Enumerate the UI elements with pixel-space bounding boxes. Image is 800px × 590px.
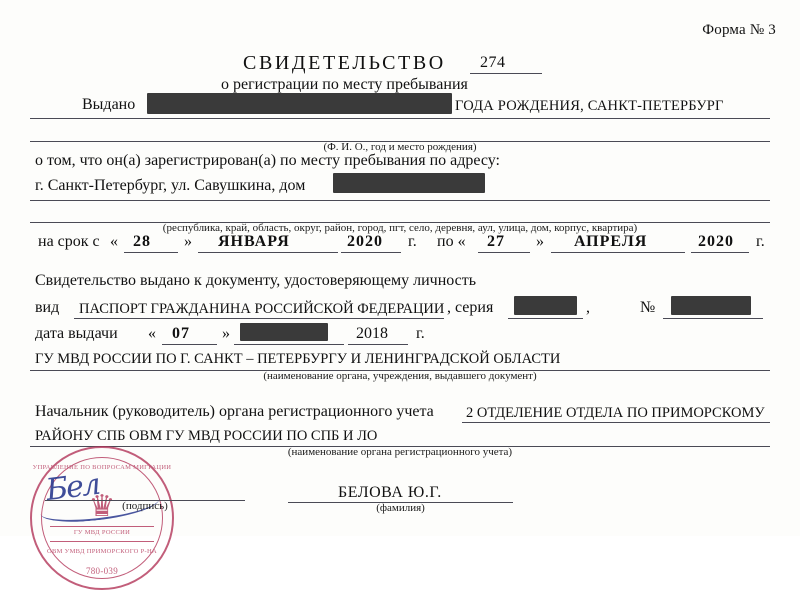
term-g-from: г. xyxy=(408,233,417,250)
certificate-number-rule xyxy=(470,73,542,74)
page-title: СВИДЕТЕЛЬСТВО xyxy=(243,52,446,74)
term-month-to: АПРЕЛЯ xyxy=(574,233,648,250)
term-day-from-rule xyxy=(124,252,178,253)
term-month-from: ЯНВАРЯ xyxy=(218,233,290,250)
doc-date-day-rule xyxy=(162,344,217,345)
issued-to-rule xyxy=(30,118,770,119)
certificate-number: 274 xyxy=(480,54,506,71)
doc-authority: ГУ МВД РОССИИ ПО Г. САНКТ – ПЕТЕРБУРГУ И ЛЕНИНГРАДСКОЙ ОБЛАСТИ xyxy=(35,351,561,367)
doc-vid-rule xyxy=(74,318,444,319)
issued-to-suffix: ГОДА РОЖДЕНИЯ, САНКТ-ПЕТЕРБУРГ xyxy=(455,98,724,114)
term-day-from: 28 xyxy=(133,233,151,250)
eagle-emblem-icon: ♛ xyxy=(88,490,116,523)
stamp-top-text: УПРАВЛЕНИЕ ПО ВОПРОСАМ МИГРАЦИИ xyxy=(32,464,172,471)
signer-surname: БЕЛОВА Ю.Г. xyxy=(338,484,442,501)
form-number: Форма № 3 xyxy=(702,22,776,38)
term-g-to: г. xyxy=(756,233,765,250)
doc-seriya-rule xyxy=(508,318,583,319)
term-year-to-rule xyxy=(691,252,749,253)
term-day-to-rule xyxy=(478,252,530,253)
registered-statement: о том, что он(а) зарегистрирован(а) по месту пребывания по адресу: xyxy=(35,152,500,169)
hint-address: (республика, край, область, округ, район, город, пгт, село, деревня, аул, улица, дом, корпус, квартира) xyxy=(162,222,638,234)
term-day-to: 27 xyxy=(487,233,505,250)
redaction-number xyxy=(671,296,751,315)
redaction-date-month xyxy=(240,323,328,341)
issued-to-label: Выдано xyxy=(82,96,136,113)
hint-authority: (наименование органа, учреждения, выдавшего документ) xyxy=(263,370,537,382)
doc-date-day: 07 xyxy=(172,325,190,342)
redaction-address xyxy=(333,173,485,193)
doc-seriya-label: , серия xyxy=(447,299,494,316)
term-quote-close: » xyxy=(184,233,192,250)
term-prefix: на срок с xyxy=(38,233,100,250)
hint-head: (наименование органа регистрационного учета) xyxy=(287,446,513,458)
doc-date-label: дата выдачи xyxy=(35,325,118,342)
term-month-from-rule xyxy=(198,252,338,253)
doc-date-month-rule xyxy=(234,344,344,345)
doc-intro: Свидетельство выдано к документу, удостоверяющему личность xyxy=(35,272,477,289)
doc-date-year: 2018 xyxy=(356,325,388,342)
doc-date-year-rule xyxy=(348,344,408,345)
doc-vid-value: ПАСПОРТ ГРАЖДАНИНА РОССИЙСКОЙ ФЕДЕРАЦИИ xyxy=(79,301,445,317)
doc-date-quote-close: » xyxy=(222,325,230,342)
redaction-name xyxy=(147,93,452,114)
term-year-from: 2020 xyxy=(347,233,383,250)
head-value-line-1: 2 ОТДЕЛЕНИЕ ОТДЕЛА ПО ПРИМОРСКОМУ xyxy=(466,405,765,421)
page-subtitle: о регистрации по месту пребывания xyxy=(221,76,468,93)
stamp-bottom-text: ОВМ УМВД ПРИМОРСКОГО Р-НА xyxy=(47,548,157,555)
stamp-mid-text: ГУ МВД РОССИИ xyxy=(73,529,131,536)
doc-date-quote-open: « xyxy=(148,325,156,342)
doc-seriya-comma: , xyxy=(586,299,590,316)
head-value-line-2: РАЙОНУ СПБ ОВМ ГУ МВД РОССИИ ПО СПБ И ЛО xyxy=(35,428,378,444)
doc-vid-label: вид xyxy=(35,299,60,316)
term-po: по « xyxy=(437,233,466,250)
head-rule-1 xyxy=(462,422,770,423)
term-month-to-rule xyxy=(551,252,685,253)
stamp-code-text: 780-039 xyxy=(85,566,119,576)
hint-signature: (подпись) xyxy=(122,500,168,512)
hint-fio: (Ф. И. О., год и место рождения) xyxy=(323,141,477,153)
term-year-to: 2020 xyxy=(698,233,734,250)
head-label: Начальник (руководитель) органа регистрационного учета xyxy=(35,403,434,420)
term-quote-close-2: » xyxy=(536,233,544,250)
doc-number-label: № xyxy=(640,299,656,316)
doc-date-g: г. xyxy=(416,325,425,342)
term-quote-open: « xyxy=(110,233,118,250)
redaction-seriya xyxy=(514,296,577,315)
address-rule xyxy=(30,200,770,201)
term-year-from-rule xyxy=(341,252,401,253)
hint-surname: (фамилия) xyxy=(376,502,425,514)
doc-number-rule xyxy=(663,318,763,319)
handwritten-signature: Бел xyxy=(44,466,101,509)
address-value: г. Санкт-Петербург, ул. Савушкина, дом xyxy=(35,177,306,194)
